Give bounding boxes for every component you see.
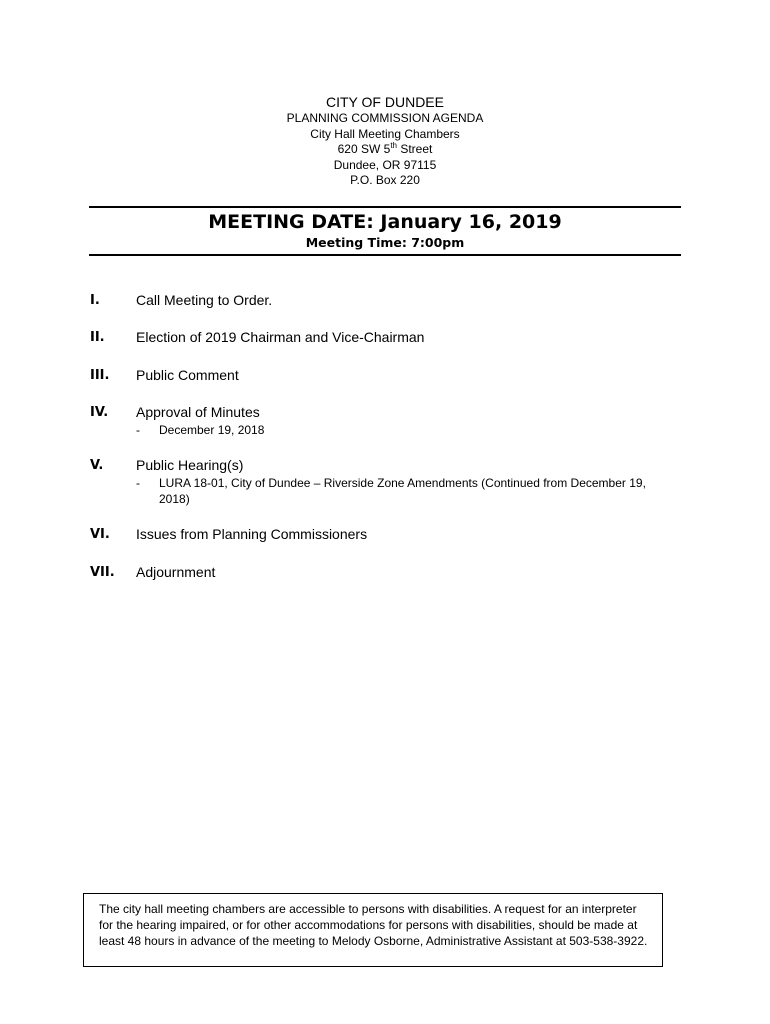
agenda-numeral: VII. [90,565,115,580]
agenda-item-title: Issues from Planning Commissioners [136,526,368,542]
agenda-item-title: Public Hearing(s) [136,457,244,473]
po-box: P.O. Box 220 [350,173,420,187]
subitem-bullet: - [136,476,140,490]
city-state-zip: Dundee, OR 97115 [333,157,437,172]
document-header [0,93,770,189]
street-prefix: 620 SW 5 [337,142,391,156]
agenda-item-title: Election of 2019 Chairman and Vice-Chairman [136,329,425,345]
agenda-numeral: V. [90,458,104,473]
subitem-text: LURA 18-01, City of Dundee – Riverside Zone Amendments (Continued from December 19, 2018) [159,476,646,506]
agenda-numeral: IV. [90,405,109,420]
agenda-item-title: Call Meeting to Order. [136,292,273,308]
street-address [0,142,770,158]
agenda-numeral: I. [90,293,100,308]
agenda-numeral: VI. [90,527,110,542]
agenda-numeral: II. [90,330,105,345]
street-suffix: Street [397,142,433,156]
meeting-date: MEETING DATE: January 16, 2019 [208,211,562,233]
accessibility-notice [83,893,663,967]
agenda-item-title: Approval of Minutes [136,404,260,420]
agenda-item-title: Adjournment [136,564,216,580]
agenda-title: PLANNING COMMISSION AGENDA [286,111,484,125]
agenda-numeral: III. [90,368,110,383]
divider-top [89,206,681,208]
city-name: CITY OF DUNDEE [326,94,444,110]
meeting-time: Meeting Time: 7:00pm [305,235,465,250]
venue-name: City Hall Meeting Chambers [310,126,460,141]
subitem-bullet: - [136,423,140,437]
divider-bottom [89,254,681,256]
accessibility-notice-text: The city hall meeting chambers are accessible to persons with disabilities. A request for an interpreter for the hearing impaired, or for other accommodations for persons with disabilities, should be made at least 48 hours in advance of the meeting to Melody Osborne, Administrative Assistant at 503-538-3922. [99,902,648,948]
agenda-item-title: Public Comment [136,367,239,383]
street-ordinal: th [390,141,397,150]
subitem-text: December 19, 2018 [159,423,265,437]
